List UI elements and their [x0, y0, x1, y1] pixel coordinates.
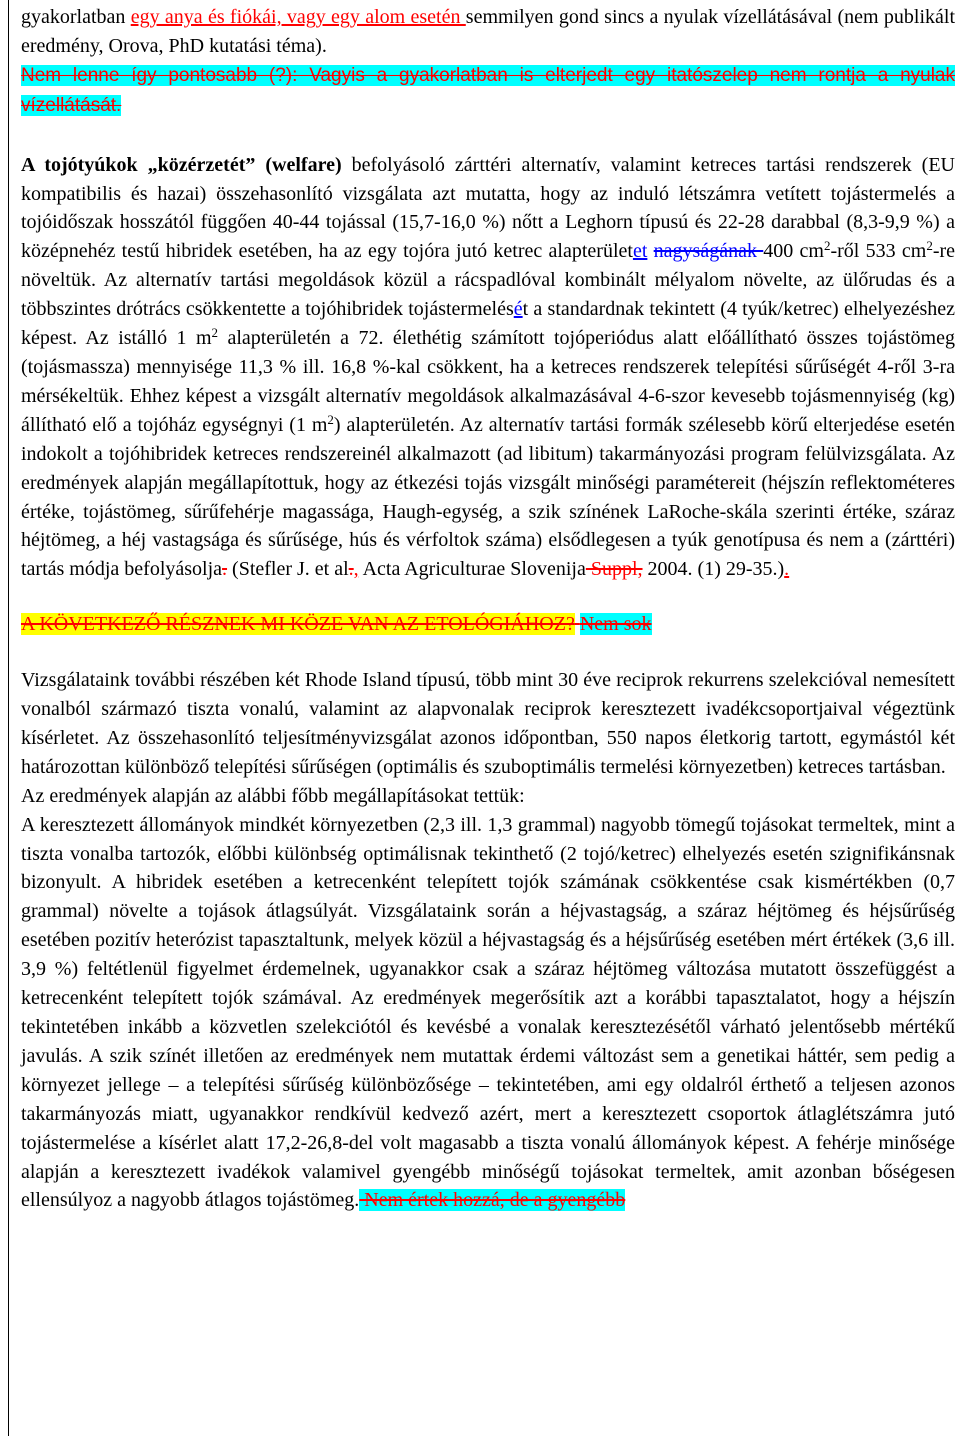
- inserted-text: et: [632, 240, 648, 263]
- inserted-text: egy anya és fiókái, vagy egy alom esetén: [130, 6, 466, 28]
- paragraph-lead-bold: A tojótyúkok „közérzetét” (welfare): [21, 153, 342, 176]
- deleted-text: .: [348, 558, 354, 581]
- rhode-island-paragraph: [21, 666, 955, 782]
- reviewer-question-highlighted: A KÖVETKEZŐ RÉSZNEK MI KÖZE VAN AZ ETOLÓGIÁHOZ?: [21, 613, 575, 636]
- superscript: 2: [327, 411, 334, 427]
- document-page: [21, 0, 955, 1215]
- findings-paragraph: [21, 811, 955, 1216]
- deleted-text: Suppl,: [585, 558, 643, 581]
- reviewer-comment: [21, 610, 955, 639]
- welfare-text-1: befolyásoló zárttéri alternatív, valamint ketreces tartási rendszerek (EU kompatibilis és hazai) összehasonlító vizsgálata azt mutatta, hogy az induló létszámra vetített tojástermelés a tojóidőszak hosszától függően 40-44 tojással (15,7-16,0 %) nőtt a Leghorn típusú és 22-28 darabbal (8,3-9,9 %) a középnehéz testű hibridek esetében, ha az egy tojóra jutó ketrec alapterület: [21, 153, 955, 263]
- deleted-text: .: [222, 558, 228, 581]
- reviewer-comment-deleted: Nem lenne így pontosabb (?): Vagyis a gyakorlatban is elterjedt egy itatószelep nem rontja a nyulak vízellátását.: [21, 64, 955, 116]
- superscript: 2: [926, 238, 933, 254]
- welfare-text-3: t a standardnak tekintett (4 tyúk/ketrec) elhelyezéshez képest. Az istálló 1 m: [21, 298, 955, 350]
- welfare-text-4: alapterületén a 72. élethétig számított tojóperiódus alatt előállítható összes tojástömeg (tojásmassza) mennyisége 11,3 % ill. 16,8 %-kal csökkent, ha a ketreces rendszerek telepítési sűrűségét 4-ről 3-ra mérsékeltük. Ehhez képest a vizsgált alternatív megoldások alkalmazásával 4-6-szor kevesebb tojásmennyiség (kg) állítható elő a tojóház egységnyi (1 m: [21, 327, 955, 436]
- inserted-text: .: [784, 558, 790, 581]
- welfare-paragraph: A tojótyúkok „közérzetét” (welfare) befolyásoló zárttéri alternatív, valamint ketreces tartási rendszerek (EU kompatibilis és hazai) összehasonlító vizsgálata azt mutatta, hogy az induló létszámra vetített tojástermelés a tojóidőszak hosszától függően 40-44 tojással (15,7-16,0 %) nőtt a Leghorn típusú és 22-28 darabbal (8,3-9,9 %) a középnehéz testű hibridek esetében, ha az egy tojóra jutó ketrec alapterületet nagyságának 400 $cm^2$-ről 533 $cm^2-re$ növeltük. Az alternatív tartási megoldások közül a rácspadlóval kombinált mélyalom növelte, az ülőrudas és a többszintes drótrács csökkentette a tojóhibridek tojástermelését a standardnak tekintett (4 tyúk/ketrec) elhelyezéshez képest. Az istálló 1 $m^2$ alapterületén a 72. élethétig számított tojóperiódus alatt előállítható összes tojástömeg (tojásmassza) mennyisége 11,3 % ill. 16,8 %-kal csökkent, ha a ketreces rendszerek telepítési sűrűségét 4-ről 3-ra mérsékeltük. Ehhez képest a vizsgált alternatív megoldások alkalmazásával 4-6-szor kevesebb tojásmennyiség (kg) állítható elő a tojóház egységnyi (1 $m^2$) alapterületén. Az alternatív tartási formák szélesebb körű elterjedése esetén indokolt a tojóhibridek ketreces rendszereinél alkalmazott (ad libitum) takarmányozási program felülvizsgálata. Az eredmények alapján megállapítottuk, hogy az étkezési tojás vizsgált minőségi paramétereit (héjszín reflektométeres értéke, tojástömeg, sűrűfehérje magassága, Haugh-egység, a szik színének LaRoche-skála szerinti értéke, száraz héjtömeg, a héj vastagsága és sűrűsége, hús és vérfoltok száma) elsődlegesen a tyúk genotípusa és nem a (zárttéri) tartás módja befolyásolja. (Stefler J. et al., Acta Agriculturae Slovenija Suppl, 2004. (1) 29-35.).: [21, 153, 956, 581]
- intro-paragraph: [21, 3, 955, 121]
- welfare-text-5: ) alapterületén. Az alternatív tartási formák szélesebb körű elterjedése esetén indokolt a tojóhibridek ketreces rendszereinél alkalmazott (ad libitum) takarmányozási program felülvizsgálata. Az eredmények alapján megállapítottuk, hogy az étkezési tojás vizsgált minőségi paramétereit (héjszín reflektométeres értéke, tojástömeg, sűrűfehérje magassága, Haugh-egység, a szik színének LaRoche-skála szerinti értéke, száraz héjtömeg, a héj vastagsága és sűrűsége, hús és vérfoltok száma) elsődlegesen a tyúk genotípusa és nem a (zárttéri) tartás módja befolyásolja: [21, 413, 956, 581]
- findings-lead: Az eredmények alapján az alábbi főbb megállapításokat tettük:: [21, 784, 525, 807]
- findings-intro: [21, 782, 955, 811]
- deleted-text: nagyságának: [653, 240, 764, 263]
- reviewer-answer-highlighted: Nem sok: [579, 613, 652, 636]
- findings-text: A keresztezett állományok mindkét környezetben (2,3 ill. 1,3 grammal) nagyobb tömegű tojásokat termeltek, mint a tiszta vonalba tartozók, előbbi különbség optimálisnak tekinthető (2 tojó/ketrec) elhelyezés esetén szignifikánsnak bizonyult. A hibridek esetében a ketrecenként telepített tojók számának csökkentése csak kismértékben (0,7 grammal) növelte a tojások átlagsúlyát. Vizsgálataink során a héjvastagság, a száraz héjtömeg és héjsűrűség esetében pozitív heterózist tapasztaltunk, melyek közül a héjvastagság és a héjsűrűség esetében mért értékek (3,6 ill. 3,9 %) feltétlenül figyelmet érdemelnek, ugyanakkor csak a száraz héjtömeg változása mutatott összefüggést a ketrecenként telepített tojók számával. Az eredmények megerősítik azt a korábbi tapasztalatot, hogy a héjszín tekintetében inkább a közvetlen szelekciótól és kevésbé a vonalak keresztezésétől várható jelentősebb mértékű javulás. A szik színét illetően az eredmények nem mutattak érdemi változást sem a genetikai háttér, sem pedig a környezet jellege – a telepítési sűrűség különbözősége – tekintetében, ami egy oldalról érthető a teljesen azonos takarmányozás miatt, ugyanakkor rendkívül kedvező azért, mert a keresztezett csoportok átlaglétszámra jutó tojástermelése a kísérlet alatt 17,2-26,8-del volt magasabb a tiszta vonalú állományok képest. A fehérje minősége alapján a keresztezett ivadékok valamivel gyengébb minőségű tojásokat termeltek, amit azonban bőségesen ellensúlyoz a nagyobb átlagos tojástömeg.: [21, 813, 955, 1212]
- margin-change-bar: [8, 0, 9, 1436]
- inserted-text: é: [513, 298, 523, 321]
- intro-text-1: gyakorlatban: [21, 6, 131, 28]
- superscript: 2: [823, 238, 831, 254]
- rhode-island-text: Vizsgálataink további részében két Rhode Island típusú, több mint 30 éve reciprok rekurrens szelekcióval nemesített vonalból származó tiszta vonalú, valamint az alapvonalak reciprok keresztezett ivadékcsoportjaival végeztünk kísérletet. Az összehasonlító teljesítményvizsgálat azonos időpontban, 550 napos életkorig tartott, egymástól két határozottan különböző telepítési sűrűségen (optimális és szuboptimális termelési környezetben) ketreces tartásban.: [21, 669, 955, 778]
- welfare-text-2: -re növeltük. Az alternatív tartási megoldások közül a rácspadlóval kombinált mélyalom növelte, az ülőrudas és a többszintes drótrács csökkentette a tojóhibridek tojástermelés: [21, 240, 956, 321]
- superscript: 2: [211, 325, 219, 341]
- intro-text-2: semmilyen gond sincs a nyulak vízellátásával (nem publikált eredmény, Orova, PhD kutatási téma).: [21, 6, 956, 57]
- inserted-text: ,: [353, 558, 359, 581]
- reviewer-comment-deleted: Nem értek hozzá, de a gyengébb: [359, 1189, 626, 1212]
